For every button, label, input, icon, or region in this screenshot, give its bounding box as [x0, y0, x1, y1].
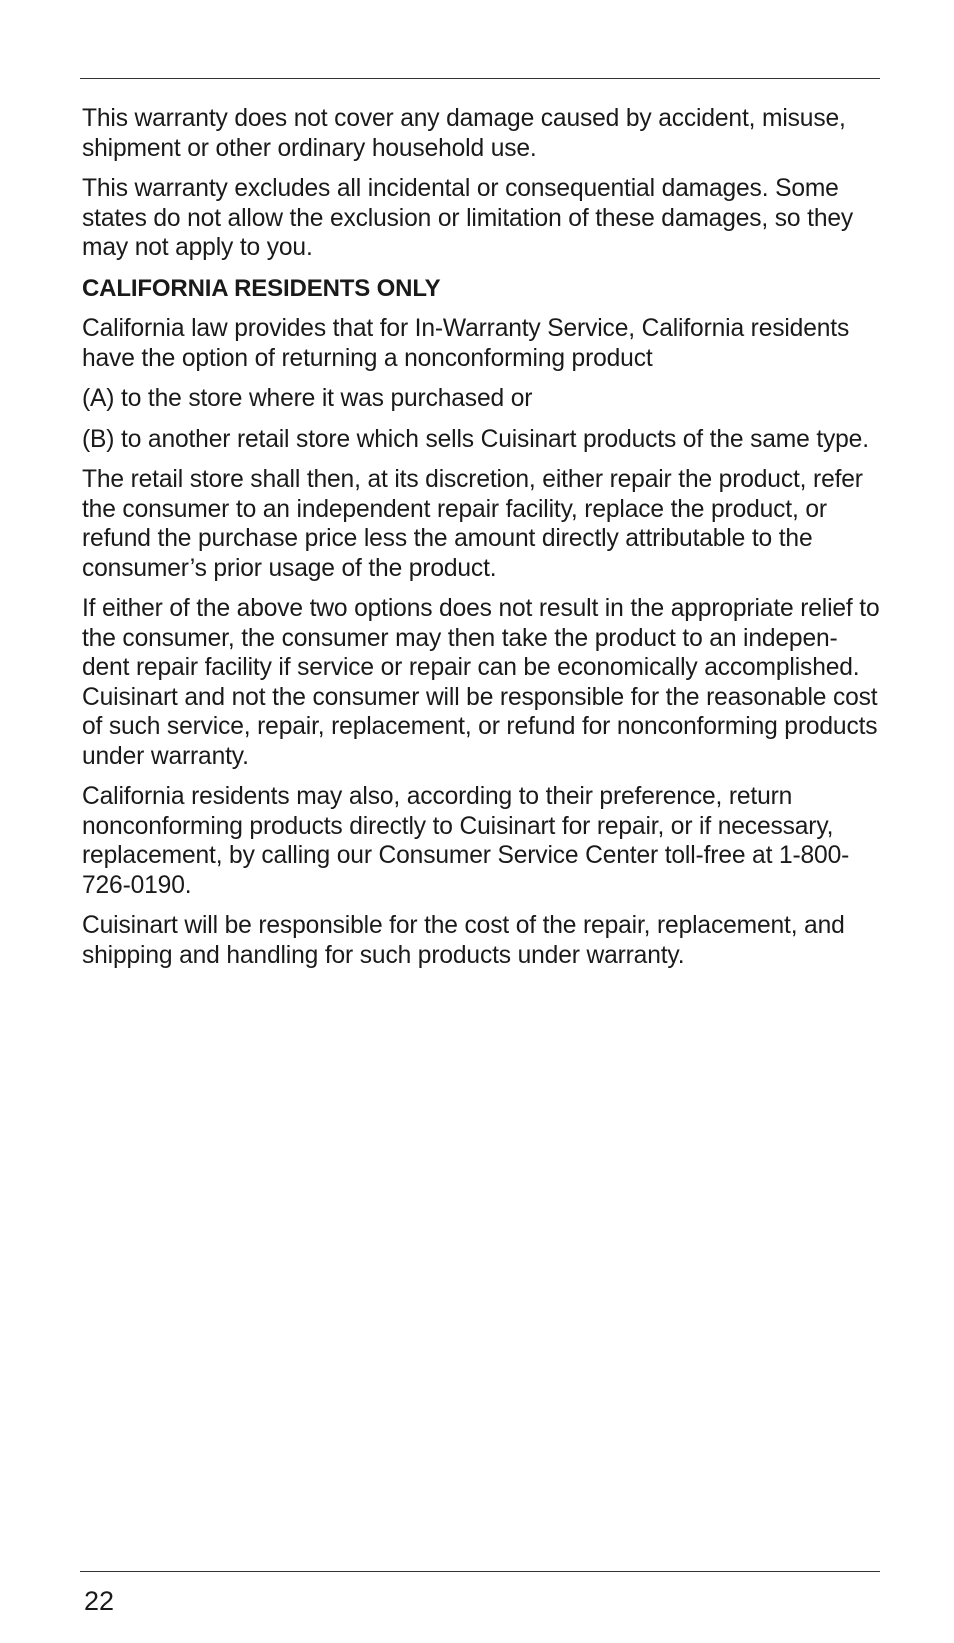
option-a-item: (A) to the store where it was purchased or	[82, 385, 533, 412]
bottom-divider	[80, 1571, 880, 1572]
page-number: 22	[84, 1586, 115, 1616]
california-law-paragraph: California law provides that for In-Warranty Service, California residents have the option of returning a nonconforming product	[82, 315, 850, 372]
retail-store-discretion-paragraph: The retail store shall then, at its discretion, either repair the product, refer the consumer to an independent repair facility, replace the product, or refund the purchase price less the amount directly attributable to the consumer’s prior usage of the product.	[82, 466, 863, 582]
warranty-text-body	[82, 104, 882, 981]
cuisinart-responsibility-paragraph: Cuisinart will be responsible for the cost of the repair, replacement, and shipping and handling for such products under warranty.	[82, 912, 845, 969]
section-heading-california: CALIFORNIA RESIDENTS ONLY	[82, 274, 441, 302]
warranty-exclusion-incidental-paragraph: This warranty excludes all incidental or consequential damages. Some states do not allow the exclusion or limitation of these damages, so they may not apply to you.	[82, 175, 854, 261]
option-b-item: (B) to another retail store which sells Cuisinart products of the same type.	[82, 425, 869, 453]
return-to-cuisinart-paragraph: California residents may also, according to their preference, return nonconforming products directly to Cuisinart for repair, or if necessary, replacement, by calling our Consumer Service Center toll-free at 1-800-726-0190.	[82, 783, 850, 899]
independent-repair-paragraph: If either of the above two options does not result in the appropriate relief to the consumer, the consumer may then take the product to an indepen-dent repair facility if service or repair can be economically accomplished. Cuisinart and not the consumer will be responsible for the reasonable cost of such service, repair, replacement, or refund for nonconforming products under warranty.	[82, 595, 880, 770]
warranty-exclusion-damage-paragraph: This warranty does not cover any damage caused by accident, misuse, shipment or other ordinary household use.	[82, 105, 846, 162]
top-divider	[80, 78, 880, 79]
